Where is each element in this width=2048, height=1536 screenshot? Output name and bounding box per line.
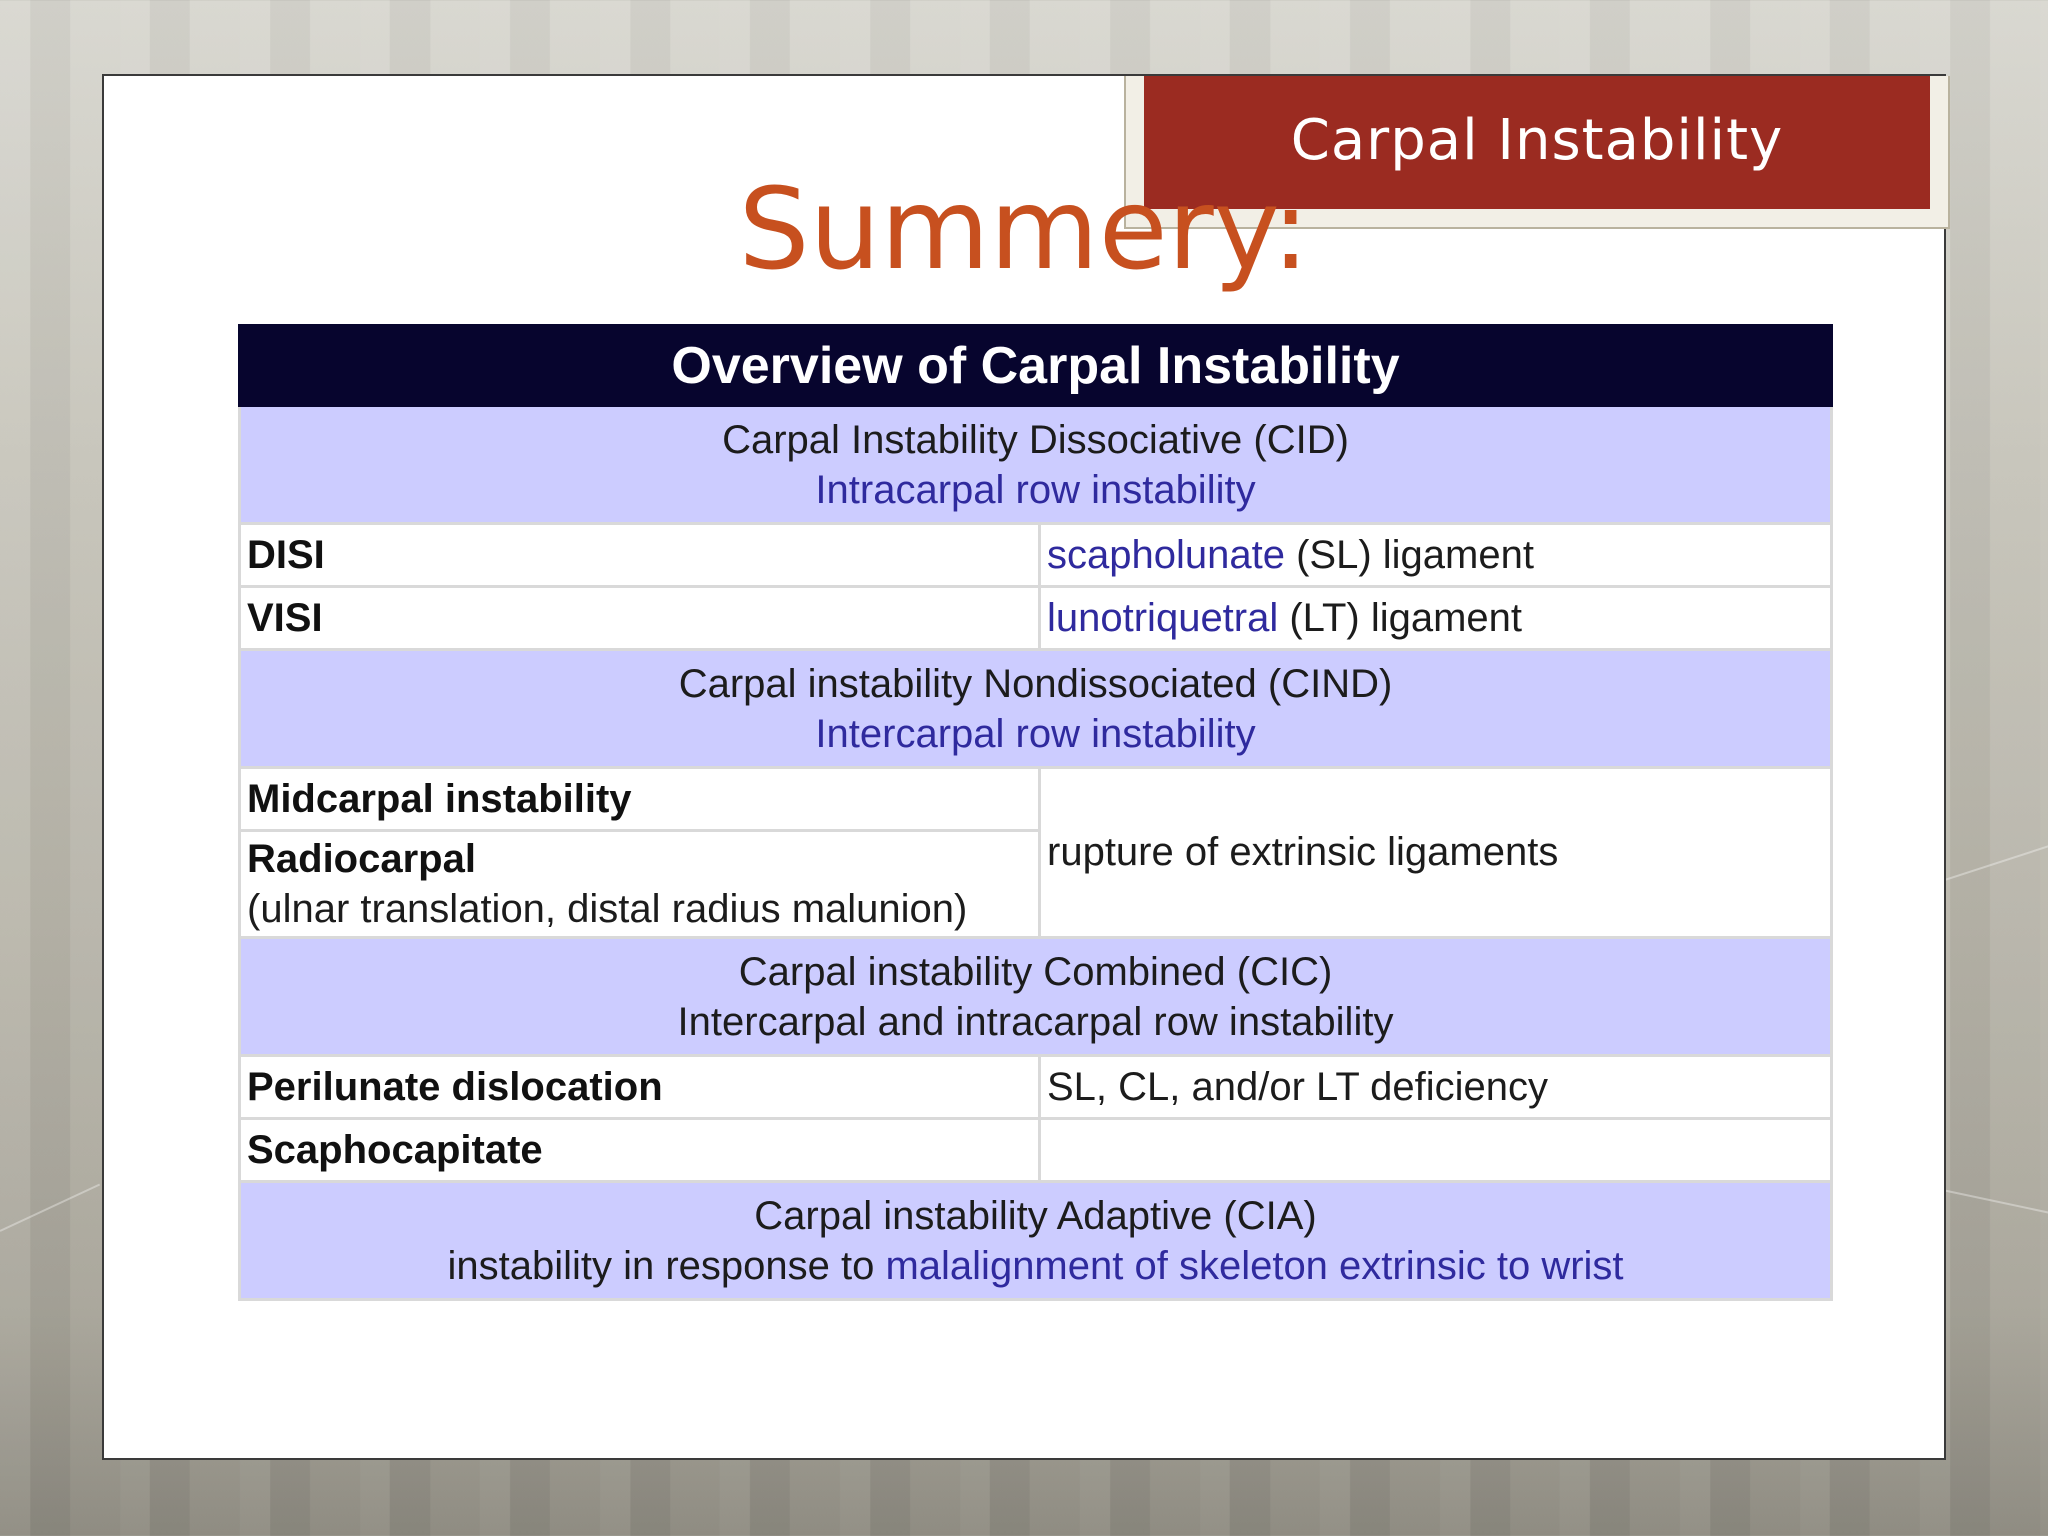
row-label-main: Radiocarpal — [247, 837, 476, 881]
row-label — [240, 831, 1040, 938]
band-title: Carpal Instability Dissociative (CID) — [722, 417, 1349, 462]
term-link[interactable]: lunotriquetral — [1047, 595, 1279, 640]
table-row — [240, 524, 1832, 587]
band-subtitle-text: instability in response to — [447, 1243, 886, 1288]
term-rest: (SL) ligament — [1284, 532, 1534, 577]
row-label: Scaphocapitate — [240, 1119, 1040, 1182]
row-label: Perilunate dislocation — [240, 1056, 1040, 1119]
row-value: SL, CL, and/or LT deficiency — [1040, 1056, 1832, 1119]
row-value — [1040, 524, 1832, 587]
section-band-cid — [240, 406, 1832, 524]
row-value — [1040, 1119, 1832, 1182]
slide-heading: Summery: — [738, 165, 1310, 295]
table-title: Overview of Carpal Instability — [240, 326, 1832, 406]
band-subtitle — [247, 1241, 1824, 1291]
table-row — [240, 587, 1832, 650]
row-label: VISI — [240, 587, 1040, 650]
row-value: rupture of extrinsic ligaments — [1040, 768, 1832, 938]
band-title: Carpal instability Nondissociated (CIND) — [678, 661, 1393, 706]
band-title: Carpal instability Combined (CIC) — [738, 949, 1333, 994]
term-link[interactable]: scapholunate — [1047, 532, 1285, 577]
band-subtitle: Intercarpal row instability — [815, 711, 1256, 756]
overview-table — [238, 324, 1833, 1301]
band-title: Carpal instability Adaptive (CIA) — [754, 1193, 1317, 1238]
background-decoration — [0, 1184, 100, 1232]
row-label: Midcarpal instability — [240, 768, 1040, 831]
section-band-cia — [240, 1182, 1832, 1300]
term-link[interactable]: malalignment of skeleton extrinsic to wrist — [885, 1243, 1624, 1288]
table-header-row — [240, 326, 1832, 406]
row-label: DISI — [240, 524, 1040, 587]
band-subtitle: Intracarpal row instability — [815, 467, 1256, 512]
term-rest: (LT) ligament — [1278, 595, 1523, 640]
section-band-cic — [240, 938, 1832, 1056]
table-row — [240, 1056, 1832, 1119]
section-title: Carpal Instability — [1290, 108, 1784, 173]
table-row — [240, 1119, 1832, 1182]
section-band-cind — [240, 650, 1832, 768]
table-row — [240, 768, 1832, 831]
row-value — [1040, 587, 1832, 650]
row-label-detail: (ulnar translation, distal radius malunion) — [247, 887, 968, 931]
band-subtitle: Intercarpal and intracarpal row instability — [677, 999, 1394, 1044]
